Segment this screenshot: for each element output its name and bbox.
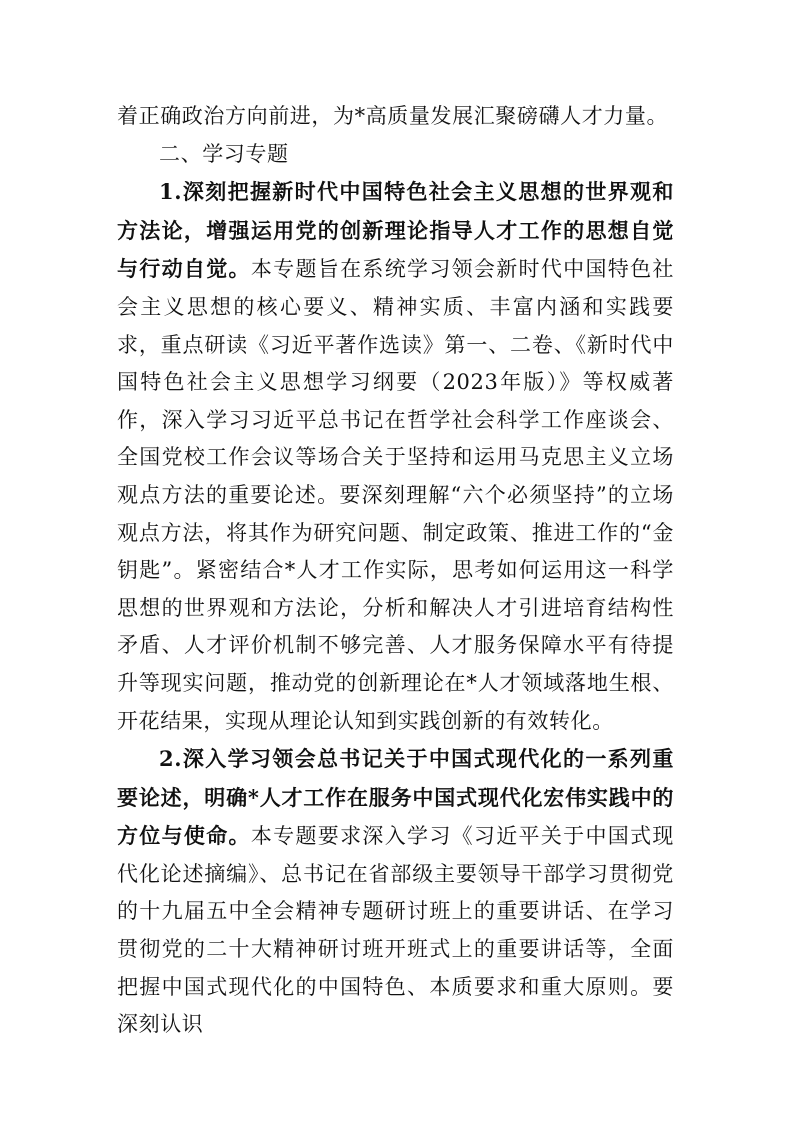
topic-body-2: 本专题要求深入学习《习近平关于中国式现代化论述摘编》、总书记在省部级主要领导干部学习贯彻党的十九届五中全会精神专题研讨班上的重要讲话、在学习贯彻党的二十大精神研讨班开班式上的重要讲话等，全面把握中国式现代化的中国特色、本质要求和重大原则。要深刻认识 (117, 824, 674, 1037)
topic-paragraph-1 (117, 173, 674, 740)
document-body (117, 98, 674, 1044)
topic-title-1: 1.深刻把握新时代中国特色社会主义思想的世界观和方法论，增强运用党的创新理论指导人才工作的思想自觉与行动自觉。 (117, 179, 674, 282)
topic-title-2: 2.深入学习领会总书记关于中国式现代化的一系列重要论述，明确*人才工作在服务中国式现代化宏伟实践中的方位与使命。 (117, 746, 674, 849)
section-heading: 二、学习专题 (159, 141, 289, 166)
topic-paragraph-2 (117, 740, 674, 1044)
topic-body-1: 本专题旨在系统学习领会新时代中国特色社会主义思想的核心要义、精神实质、丰富内涵和实践要求，重点研读《习近平著作选读》第一、二卷、《新时代中国特色社会主义思想学习纲要（2023年版）》等权威著作，深入学习习近平总书记在哲学社会科学工作座谈会、全国党校工作会议等场合关于坚持和运用马克思主义立场观点方法的重要论述。要深刻理解“六个必须坚持”的立场观点方法，将其作为研究问题、制定政策、推进工作的“金钥匙”。紧密结合*人才工作实际，思考如何运用这一科学思想的世界观和方法论，分析和解决人才引进培育结构性矛盾、人才评价机制不够完善、人才服务保障水平有待提升等现实问题，推动党的创新理论在*人才领域落地生根、开花结果，实现从理论认知到实践创新的有效转化。 (117, 257, 674, 733)
continuation-paragraph: 着正确政治方向前进，为*高质量发展汇聚磅礴人才力量。 (117, 104, 669, 128)
